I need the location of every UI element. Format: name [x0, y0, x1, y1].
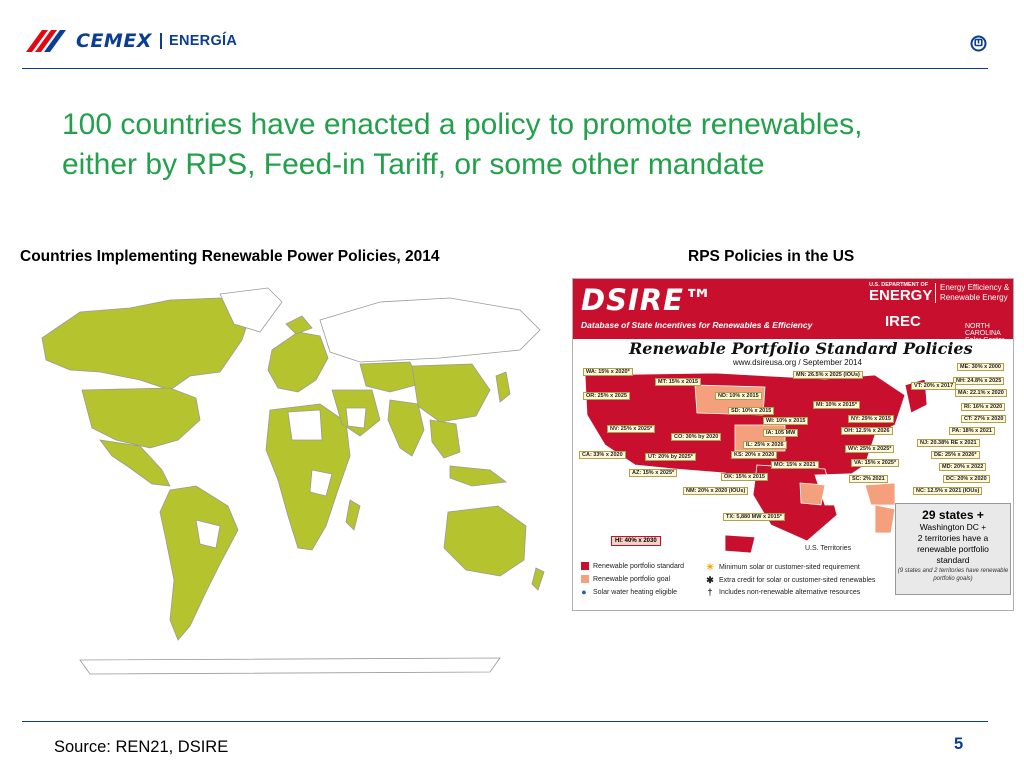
state-tag: IA: 105 MW [763, 429, 798, 437]
legend-rps-standard-label: Renewable portfolio standard [593, 562, 685, 570]
brand-separator [160, 33, 162, 49]
state-tag: ME: 30% x 2000 [957, 363, 1004, 371]
state-tag: WV: 25% x 2025* [845, 445, 894, 453]
state-tag: OH: 12.5% x 2026 [841, 427, 893, 435]
state-tag: AZ: 15% x 2025* [629, 469, 677, 477]
dagger-icon: † [707, 587, 713, 597]
doe-logo [869, 282, 932, 304]
states-summary-line-2: 2 territories have a [917, 533, 989, 543]
sun-icon: ☀ [705, 562, 715, 572]
legend-solar-water-label: Solar water heating eligible [593, 588, 678, 596]
state-tag: CO: 30% by 2020 [671, 433, 721, 441]
legend-non-renewable-label: Includes non-renewable alternative resources [719, 588, 861, 596]
states-summary-title: 29 states + [922, 508, 984, 522]
us-map-caption: RPS Policies in the US [688, 248, 855, 265]
states-summary-box [895, 503, 1011, 595]
state-tag: MD: 20% x 2022 [939, 463, 986, 471]
state-tag: NC: 12.5% x 2021 (IOUs) [913, 487, 982, 495]
header-divider [22, 68, 988, 69]
dsire-url: www.dsireusa.org / September 2014 [733, 358, 862, 367]
state-tag-hi: HI: 40% x 2030 [611, 536, 661, 546]
states-summary-line-3: renewable portfolio [917, 544, 989, 554]
states-summary-line-4: standard [936, 555, 970, 565]
legend-extra-credit-label: Extra credit for solar or customer-sited renewables [719, 577, 876, 584]
solar-center-logo: NORTH CAROLINA Solar Center [965, 323, 1005, 344]
state-tag: UT: 20% by 2025* [645, 453, 696, 461]
asterisk-icon: ✱ [706, 575, 714, 585]
state-tag: PA: 18% x 2021 [949, 427, 995, 435]
world-map-image [20, 280, 555, 680]
title-line-1: 100 countries have enacted a policy to promote renewables, [62, 108, 863, 141]
cemex-stripes-icon [26, 28, 74, 54]
state-tag: MN: 26.5% x 2025 (IOUs) [793, 371, 863, 379]
state-tag: NJ: 20.38% RE x 2021 [917, 439, 980, 447]
rps-goal-swatch [581, 575, 589, 583]
brand-name: CEMEX [76, 30, 152, 52]
rps-standard-swatch [581, 562, 589, 570]
doe-office-text: Energy Efficiency & Renewable Energy [935, 283, 1013, 303]
states-summary-note: (9 states and 2 territories have renewable portfolio goals) [897, 568, 1009, 582]
state-tag: MI: 10% x 2015* [813, 401, 860, 409]
state-tag: OR: 25% x 2025 [583, 392, 630, 400]
legend-non-renewable [705, 587, 860, 597]
state-tag: OK: 15% x 2015 [721, 473, 768, 481]
legend-us-territories [805, 545, 851, 552]
state-tag: KS: 20% x 2020 [731, 451, 777, 459]
state-tag: MO: 15% x 2021 [771, 461, 819, 469]
states-summary-line-1: Washington DC + [919, 522, 987, 532]
page-number: 5 [954, 735, 964, 753]
brand-subtitle: ENERGÍA [168, 33, 238, 49]
cemex-logo [26, 28, 237, 54]
state-tag: CA: 33% x 2020 [579, 451, 626, 459]
state-tag: MT: 15% x 2015 [655, 378, 701, 386]
state-tag: WA: 15% x 2020* [583, 368, 633, 376]
state-tag: ND: 10% x 2015 [715, 392, 762, 400]
legend-rps-goal-label: Renewable portfolio goal [593, 575, 671, 583]
dsire-rps-map [572, 278, 1014, 611]
state-tag: CT: 27% x 2020 [961, 415, 1006, 423]
dsire-tagline: Database of State Incentives for Renewables & Efficiency [581, 320, 813, 330]
state-tag: SD: 10% x 2015 [728, 407, 774, 415]
state-tag: SC: 2% 2021 [849, 475, 888, 483]
legend-rps-goal [581, 575, 670, 583]
state-tag: NV: 25% x 2025* [607, 425, 655, 433]
water-drop-icon: ● [581, 587, 587, 597]
state-tag: RI: 16% x 2020 [961, 403, 1005, 411]
footer-divider [22, 721, 988, 722]
state-tag: DE: 25% x 2026* [931, 451, 980, 459]
title-line-2: either by RPS, Feed-in Tariff, or some other mandate [62, 148, 765, 181]
dsire-logo: DSIRE™ [581, 283, 714, 317]
state-tag: TX: 5,880 MW x 2015* [723, 513, 785, 521]
legend-solar-water [579, 587, 677, 597]
source-note: Source: REN21, DSIRE [54, 738, 229, 756]
state-tag: VA: 15% x 2025* [851, 459, 899, 467]
doe-big-text: ENERGY [869, 287, 933, 304]
power-icon [970, 35, 987, 52]
irec-logo: IREC [885, 313, 921, 330]
legend-us-territories-label: U.S. Territories [805, 545, 852, 552]
state-tag: NH: 24.8% x 2025 [953, 377, 1004, 385]
legend-extra-credit [705, 575, 875, 586]
state-tag: VT: 20% x 2017 [911, 382, 956, 390]
legend-min-solar-label: Minimum solar or customer-sited requirement [719, 564, 860, 571]
doe-small-text: U.S. DEPARTMENT OF [869, 282, 929, 288]
state-tag: DC: 20% x 2020 [943, 475, 990, 483]
slide-title [62, 105, 992, 185]
state-tag: NM: 20% x 2020 (IOUs) [683, 487, 748, 495]
dsire-heading: Renewable Portfolio Standard Policies [629, 339, 973, 358]
world-map-caption: Countries Implementing Renewable Power Policies, 2014 [20, 248, 440, 265]
legend-rps-standard [581, 562, 684, 570]
state-tag: NY: 29% x 2015 [848, 415, 894, 423]
legend-min-solar [705, 562, 860, 573]
state-tag: MA: 22.1% x 2020 [955, 389, 1007, 397]
state-tag: WI: 10% x 2015 [763, 417, 808, 425]
state-tag: IL: 25% x 2026 [743, 441, 787, 449]
